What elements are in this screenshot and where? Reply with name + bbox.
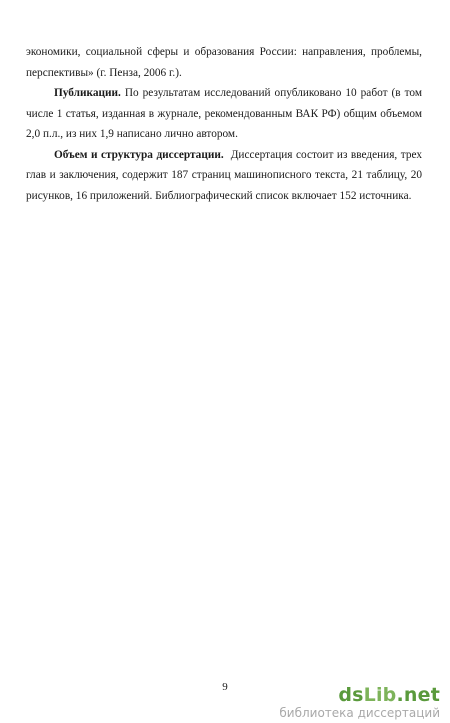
dslib-watermark[interactable] [279,686,440,719]
paragraph-structure [26,145,425,207]
logo-net: .net [396,684,440,706]
body-text [26,42,425,206]
paragraph-text: Диссертация состоит из введения, трех глав и заключения, содержит 187 страниц машинописного текста, 21 таблицу, 20 рисунков, 16 приложений. Библиографический список включает 152 источника. [26,148,425,202]
watermark-subtitle: библиотека диссертаций [279,706,440,720]
paragraph-heading-structure: Объем и структура диссертации. [54,148,224,161]
dslib-logo [279,686,440,705]
paragraph-text: экономики, социальной сферы и образования России: направления, проблемы, перспективы» (г. Пенза, 2006 г.). [26,46,422,79]
page-number: 9 [222,681,228,693]
logo-lib: Lib [363,684,397,706]
paragraph-publications [26,83,422,145]
paragraph-conference-continuation [26,42,422,83]
paragraph-text: По результатам исследований опубликовано 10 работ (в том числе 1 статья, изданная в журнале, рекомендованным ВАК РФ) общим объемом 2,0 п.л., из них 1,9 написано лично автором. [26,87,422,140]
logo-ds: ds [338,684,364,706]
paragraph-heading-publications: Публикации. [54,87,121,99]
